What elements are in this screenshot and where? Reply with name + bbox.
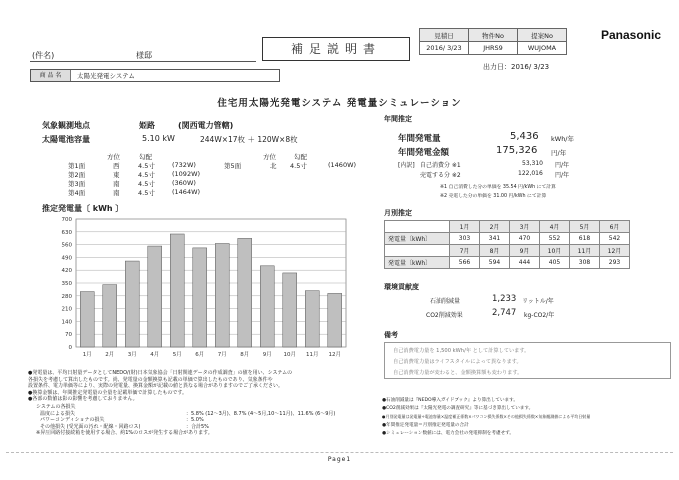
panel-col-dir-right: 方位 [263,153,276,161]
panel-watt: (1464W) [172,188,201,196]
loss-section [36,404,376,437]
sell-unit: 円/年 [555,172,570,179]
y-tick-label: 700 [61,217,72,223]
loss-pcs-label: パワーコンディショナの損失 [40,417,105,424]
x-tick-label: 2月 [105,352,115,358]
remark-line: 自己消費電力量を 1,500 kWh/年 として計算しています。 [393,348,530,354]
month-header: 1月 [450,221,480,233]
note-line: 設置条件、電力単価等により、実際の発電量、換算金額が記載の値と異なる場合がありますのでご了承ください。 [28,383,284,390]
co2-label: CO2削減効果 [426,312,463,319]
y-tick-label: 140 [61,319,72,326]
panel-dir: 東 [113,171,120,179]
month-value: 618 [570,233,600,245]
meta-value-proposal: WUJOMA [518,42,567,55]
x-tick-label: 5月 [172,352,182,358]
blank-cell [385,221,450,233]
month-value: 341 [480,233,510,245]
panel-face: 第2面 [68,171,86,179]
remark-line: 自己消費電力量はライフスタイルによって異なります。 [393,359,522,365]
client-honorific: 様邸 [136,51,152,60]
remarks-heading: 備考 [384,331,398,339]
footer-divider [6,452,673,453]
annual-amount-unit: 円/年 [551,149,567,157]
page-number: Page1 [327,456,352,463]
co2-unit: kg-CO2/年 [524,312,555,319]
loss-other-label: その他損失 (受光面の汚れ・配線・回路ロス) [40,423,141,430]
month-value: 566 [450,257,480,269]
self-consumption-unit: 円/年 [555,162,570,169]
bar [305,291,319,347]
y-tick-label: 560 [61,242,72,249]
note-line: ●換算金額は、年間推定発電量の全量を記載単価で計算したものです。 [28,389,187,396]
self-consumption-value: 53,310 [522,160,543,167]
panel-dir: 南 [113,189,120,197]
annual-gen-label: 年間発電量 [398,134,441,144]
panel-watt: (732W) [172,161,196,169]
month-header: 12月 [600,245,630,257]
month-header: 4月 [540,221,570,233]
obs-label: 気象観測地点 [42,121,90,130]
bar [328,293,342,347]
panel-slope: 4.5寸 [138,171,155,179]
product-value: 太陽光発電システム [77,72,135,80]
month-value: 444 [510,257,540,269]
output-date: 出力日：2016/ 3/23 [483,63,550,71]
annual-amount-label: 年間発電金額 [398,148,450,158]
client-name-field [30,48,256,62]
x-tick-label: 7月 [217,352,227,358]
co2-value: 2,747 [492,308,517,318]
capacity-detail: 244W×17枚 ＋ 120W×8枚 [200,135,298,144]
panel-col-dir: 方位 [107,153,120,161]
panel-watt: (1092W) [172,170,201,178]
blank-cell [385,245,450,257]
monthly-heading: 月別推定 [384,209,412,217]
panel-slope: 4.5寸 [138,189,155,197]
y-tick-label: 350 [61,281,72,287]
note-line: ●年間推定発電量＝月別推定発電量の合計 [382,422,469,428]
doc-title: 補足説明書 [262,37,410,61]
y-tick-label: 70 [65,332,72,339]
panel-slope: 4.5寸 [138,162,155,170]
month-header: 11月 [570,245,600,257]
oil-unit: リットル/年 [522,298,554,305]
month-value: 303 [450,233,480,245]
x-tick-label: 11月 [306,352,319,358]
loss-note: ※昇圧回路付接続箱を使用する場合、約1%のロスが発生する場合があります。 [36,430,213,437]
panel-slope: 4.5寸 [138,180,155,188]
meta-value-property: JHRS9 [469,42,518,55]
note-line: ●発電量は、平均日射量データとしてNEDO/(財)日本気象協会「日射関連データの作成調査」の値を用い、システムの [28,370,293,376]
product-row [30,69,280,82]
month-header: 5月 [570,221,600,233]
meta-header-proposal: 提案No [518,29,567,42]
row-label: 発電量〔kWh〕 [385,257,450,269]
bar [103,285,117,347]
x-tick-label: 6月 [195,352,205,358]
brand-logo: Panasonic [600,28,661,42]
month-value: 405 [540,257,570,269]
annual-heading: 年間推定 [384,115,412,123]
month-header: 7月 [450,245,480,257]
meta-header-date: 見積日 [420,29,469,42]
product-label: 商 品 名 [31,70,71,81]
y-tick-label: 630 [61,229,72,236]
bar [148,246,162,347]
x-tick-label: 9月 [262,352,272,358]
capacity-label: 太陽電池容量 [42,135,90,144]
bar [193,248,207,347]
oil-label: 石油削減量 [430,298,461,305]
meta-table [419,28,567,55]
monthly-generation-chart [40,215,360,367]
bar [170,234,184,347]
x-tick-label: 12月 [328,352,341,358]
annual-note-1: ※1 自己消費した分の単価を 35.54 円/kWh にて計算 [440,185,556,190]
meta-value-date: 2016/ 3/23 [420,42,469,55]
month-header: 6月 [600,221,630,233]
sell-value: 122,016 [518,170,543,177]
x-tick-label: 10月 [283,352,296,358]
annual-note-2: ※2 売電した分の単価を 31.00 円/kWh にて計算 [440,194,547,199]
panel-col-slope: 勾配 [139,153,152,161]
oil-value: 1,233 [492,294,517,304]
x-tick-label: 8月 [240,352,250,358]
note-line: ●月別発電量は発電量÷電池容量×温度補正係数×パワコン損失係数×その他損失係数×気象観測値による平均日射量 [382,414,591,420]
panel-col-slope-right: 勾配 [294,153,307,161]
y-tick-label: 490 [61,255,72,262]
monthly-table [384,220,630,269]
loss-other-value: ：合計5% [186,423,209,430]
bar [125,261,139,347]
panel-face: 第4面 [68,189,86,197]
month-value: 552 [540,233,570,245]
month-value: 594 [480,257,510,269]
panel-face: 第3面 [68,180,86,188]
panel-face: 第5面 [224,162,242,170]
x-tick-label: 1月 [82,352,92,358]
month-value: 308 [570,257,600,269]
y-tick-label: 0 [68,345,72,351]
panel-dir: 西 [113,162,120,170]
row-label: 発電量〔kWh〕 [385,233,450,245]
remarks-box [384,342,671,379]
panel-slope: 4.5寸 [290,162,307,170]
loss-pcs-value: ：5.0% [186,417,204,424]
note-line: 各損失を考慮して算出したものです。尚、発電量の金額換算も記載の単価で算出したものであり、気象条件や [28,376,273,383]
month-value: 542 [600,233,630,245]
month-header: 8月 [480,245,510,257]
panel-face: 第1面 [68,162,86,170]
y-tick-label: 210 [61,306,72,313]
month-value: 470 [510,233,540,245]
note-line: ●各部の数値は影の影響を考慮しておりません。 [28,396,138,403]
annual-gen-unit: kWh/年 [551,135,575,143]
panel-watt: (1460W) [328,161,357,169]
note-line: ●CO2削減効果は『太陽光発電の調査研究』等に基づき算出しています。 [382,406,534,412]
remark-line: 自己消費電力量が変わると、金額換算額も変わります。 [393,370,523,376]
chart-heading: 推定発電量〔 kWh 〕 [42,204,124,213]
month-header: 9月 [510,245,540,257]
client-label: (件名) [32,51,55,60]
bar [215,244,229,347]
month-header: 10月 [540,245,570,257]
panel-dir: 北 [270,162,277,170]
bar [283,273,297,347]
loss-title: システムの各損失 [36,404,76,410]
main-title: 住宅用太陽光発電システム 発電量シミュレーション [217,98,462,109]
utility-label: (関西電力管轄) [178,121,234,130]
month-header: 2月 [480,221,510,233]
loss-temp-label: 温度による損失 [40,410,76,417]
month-header: 3月 [510,221,540,233]
bar [80,292,94,347]
capacity-value: 5.10 kW [142,134,175,143]
note-line: ●シミュレーション数値には、電力会社の発電抑制を考慮せず。 [382,430,514,436]
panel-watt: (360W) [172,179,196,187]
left-notes [28,370,373,403]
breakdown-label: [内訳] [398,162,415,169]
annual-amount-value: 175,326 [496,145,538,156]
self-consumption-label: 自己消費分 ※1 [420,162,461,169]
loss-temp-value: ：5.8% (12〜3月)、8.7% (4〜5月,10〜11月)、11.6% (6〜9月) [186,410,336,417]
sell-label: 売電する分 ※2 [420,172,461,179]
bar [238,238,252,347]
right-notes [382,397,672,438]
x-tick-label: 4月 [150,352,160,358]
annual-gen-value: 5,436 [510,131,539,142]
meta-header-property: 物件No [469,29,518,42]
y-tick-label: 280 [61,293,72,300]
env-heading: 環境貢献度 [384,283,419,291]
y-tick-label: 420 [61,268,72,275]
month-value: 293 [600,257,630,269]
bar [260,266,274,347]
note-line: ●石油削減量は『NEDO導入ガイドブック』より算出しています。 [382,398,518,403]
obs-value: 姫路 [139,121,155,130]
panel-dir: 南 [113,180,120,188]
x-tick-label: 3月 [127,352,137,358]
